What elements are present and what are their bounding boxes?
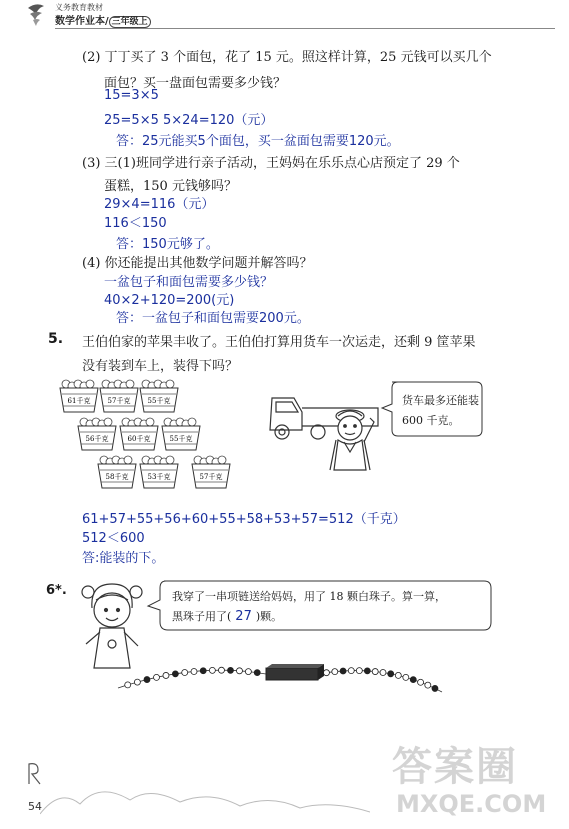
- white-bead: [154, 674, 160, 680]
- basket-weight-label: 57千克: [199, 473, 223, 481]
- white-bead: [332, 669, 338, 675]
- q2-answer-1: 15=3×5: [104, 88, 159, 103]
- q6-number: 6*.: [46, 583, 67, 598]
- q3-answer-3: 答：150元够了。: [116, 237, 219, 252]
- white-bead: [209, 667, 215, 673]
- q3-prompt-line2: 蛋糕，150 元钱够吗？: [104, 179, 237, 194]
- header-series: 义务教育教材: [55, 3, 103, 12]
- q4-answer-2: 40×2+120=200(元): [104, 293, 235, 308]
- q6-speech-line2: [172, 608, 282, 624]
- white-bead: [163, 672, 169, 678]
- basket-weight-label: 61千克: [67, 397, 91, 405]
- black-bead: [144, 677, 150, 683]
- basket-weight-label: 58千克: [105, 473, 129, 481]
- white-bead: [125, 682, 131, 688]
- apple-basket: [140, 380, 178, 412]
- q5-prompt-line2: 没有装到车上，装得下吗？: [82, 359, 239, 374]
- q3-answer-2: 116＜150: [104, 216, 167, 231]
- white-bead: [218, 667, 224, 673]
- q5-number: 5.: [48, 331, 64, 347]
- white-bead: [245, 669, 251, 675]
- apple-basket: [120, 418, 158, 450]
- white-bead: [236, 668, 242, 674]
- q2-answer-3: 答：25元能买5个面包，买一盆面包需要120元。: [116, 134, 400, 149]
- q5-speech-bubble-shape: [378, 378, 484, 444]
- necklace-illustration: [116, 652, 446, 702]
- q3-answer-1: 29×4=116（元）: [104, 197, 215, 212]
- white-bead: [348, 668, 354, 674]
- black-bead: [432, 685, 438, 691]
- watermark-top: 答案圈: [392, 744, 518, 790]
- white-bead: [134, 679, 140, 685]
- header-rule: [55, 28, 555, 29]
- apple-basket: [100, 380, 138, 412]
- white-bead: [403, 674, 409, 680]
- q5-speech-line1: 货车最多还能装: [402, 394, 479, 407]
- basket-weight-label: 55千克: [169, 435, 193, 443]
- q6-speech-line2-post: )颗。: [255, 610, 283, 623]
- apple-basket: [98, 456, 136, 488]
- white-bead: [191, 669, 197, 675]
- black-bead: [388, 671, 394, 677]
- basket-weight-label: 60千克: [127, 435, 151, 443]
- white-bead: [182, 670, 188, 676]
- basket-weight-label: 56千克: [85, 435, 109, 443]
- q5-answer-2: 512＜600: [82, 531, 145, 546]
- basket-weight-label: 55千克: [147, 397, 171, 405]
- q2-prompt-line1: (2) 丁丁买了 3 个面包，花了 15 元。照这样计算，25 元钱可以买几个: [82, 50, 492, 65]
- q2-prompt-line2: 面包？买一盘面包需要多少钱？: [104, 76, 287, 91]
- q6-speech-bubble-shape: [144, 578, 494, 634]
- white-bead: [395, 672, 401, 678]
- q5-prompt-line1: 王伯伯家的苹果丰收了。王伯伯打算用货车一次运走，还剩 9 筐苹果: [82, 335, 476, 350]
- apple-baskets-svg: [58, 378, 248, 496]
- header-book-title: 数学作业本: [55, 16, 105, 27]
- apple-baskets-illustration: [58, 378, 248, 496]
- apple-basket: [60, 380, 98, 412]
- black-bead: [228, 667, 234, 673]
- white-bead: [356, 668, 362, 674]
- white-bead: [380, 670, 386, 676]
- white-bead: [425, 682, 431, 688]
- q6-speech-line1: 我穿了一串项链送给妈妈，用了 18 颗白珠子。算一算，: [172, 590, 446, 603]
- q6-speech-line2-pre: 黑珠子用了(: [172, 610, 232, 623]
- q4-prompt: (4) 你还能提出其他数学问题并解答吗？: [82, 256, 313, 271]
- q5-answer-3: 答:能装的下。: [82, 551, 165, 566]
- truck-farmer-illustration: [266, 378, 386, 478]
- q6-answer: 27: [235, 609, 252, 624]
- header: [0, 0, 569, 30]
- apple-basket: [192, 456, 230, 488]
- white-bead: [418, 679, 424, 685]
- q4-answer-3: 答：一盆包子和面包需要200元。: [116, 311, 310, 326]
- apple-basket: [140, 456, 178, 488]
- white-bead: [323, 670, 329, 676]
- page-number: 54: [28, 800, 42, 813]
- footer-decoration: [40, 778, 370, 818]
- black-bead: [200, 668, 206, 674]
- q3-prompt-line1: (3) 三(1)班同学进行亲子活动，王妈妈在乐乐点心店预定了 29 个: [82, 156, 460, 171]
- basket-weight-label: 53千克: [147, 473, 171, 481]
- basket-weight-label: 57千克: [107, 397, 131, 405]
- black-bead: [254, 670, 260, 676]
- publisher-logo-icon: [26, 2, 46, 28]
- q5-speech-line2: 600 千克。: [402, 414, 460, 427]
- q4-answer-1: 一盆包子和面包需要多少钱？: [104, 275, 274, 290]
- white-bead: [372, 669, 378, 675]
- q2-answer-2: 25=5×5 5×24=120（元）: [104, 113, 274, 128]
- black-bead: [364, 668, 370, 674]
- apple-basket: [78, 418, 116, 450]
- apple-basket: [162, 418, 200, 450]
- watermark-bottom: MXQE.COM: [396, 790, 547, 818]
- black-bead: [340, 668, 346, 674]
- header-grade: 三年级上: [109, 16, 151, 28]
- q5-answer-1: 61+57+55+56+60+55+58+53+57=512（千克）: [82, 512, 406, 527]
- header-book: 数学作业本/ 三年级上: [55, 12, 151, 27]
- black-bead: [410, 677, 416, 683]
- black-bead: [172, 671, 178, 677]
